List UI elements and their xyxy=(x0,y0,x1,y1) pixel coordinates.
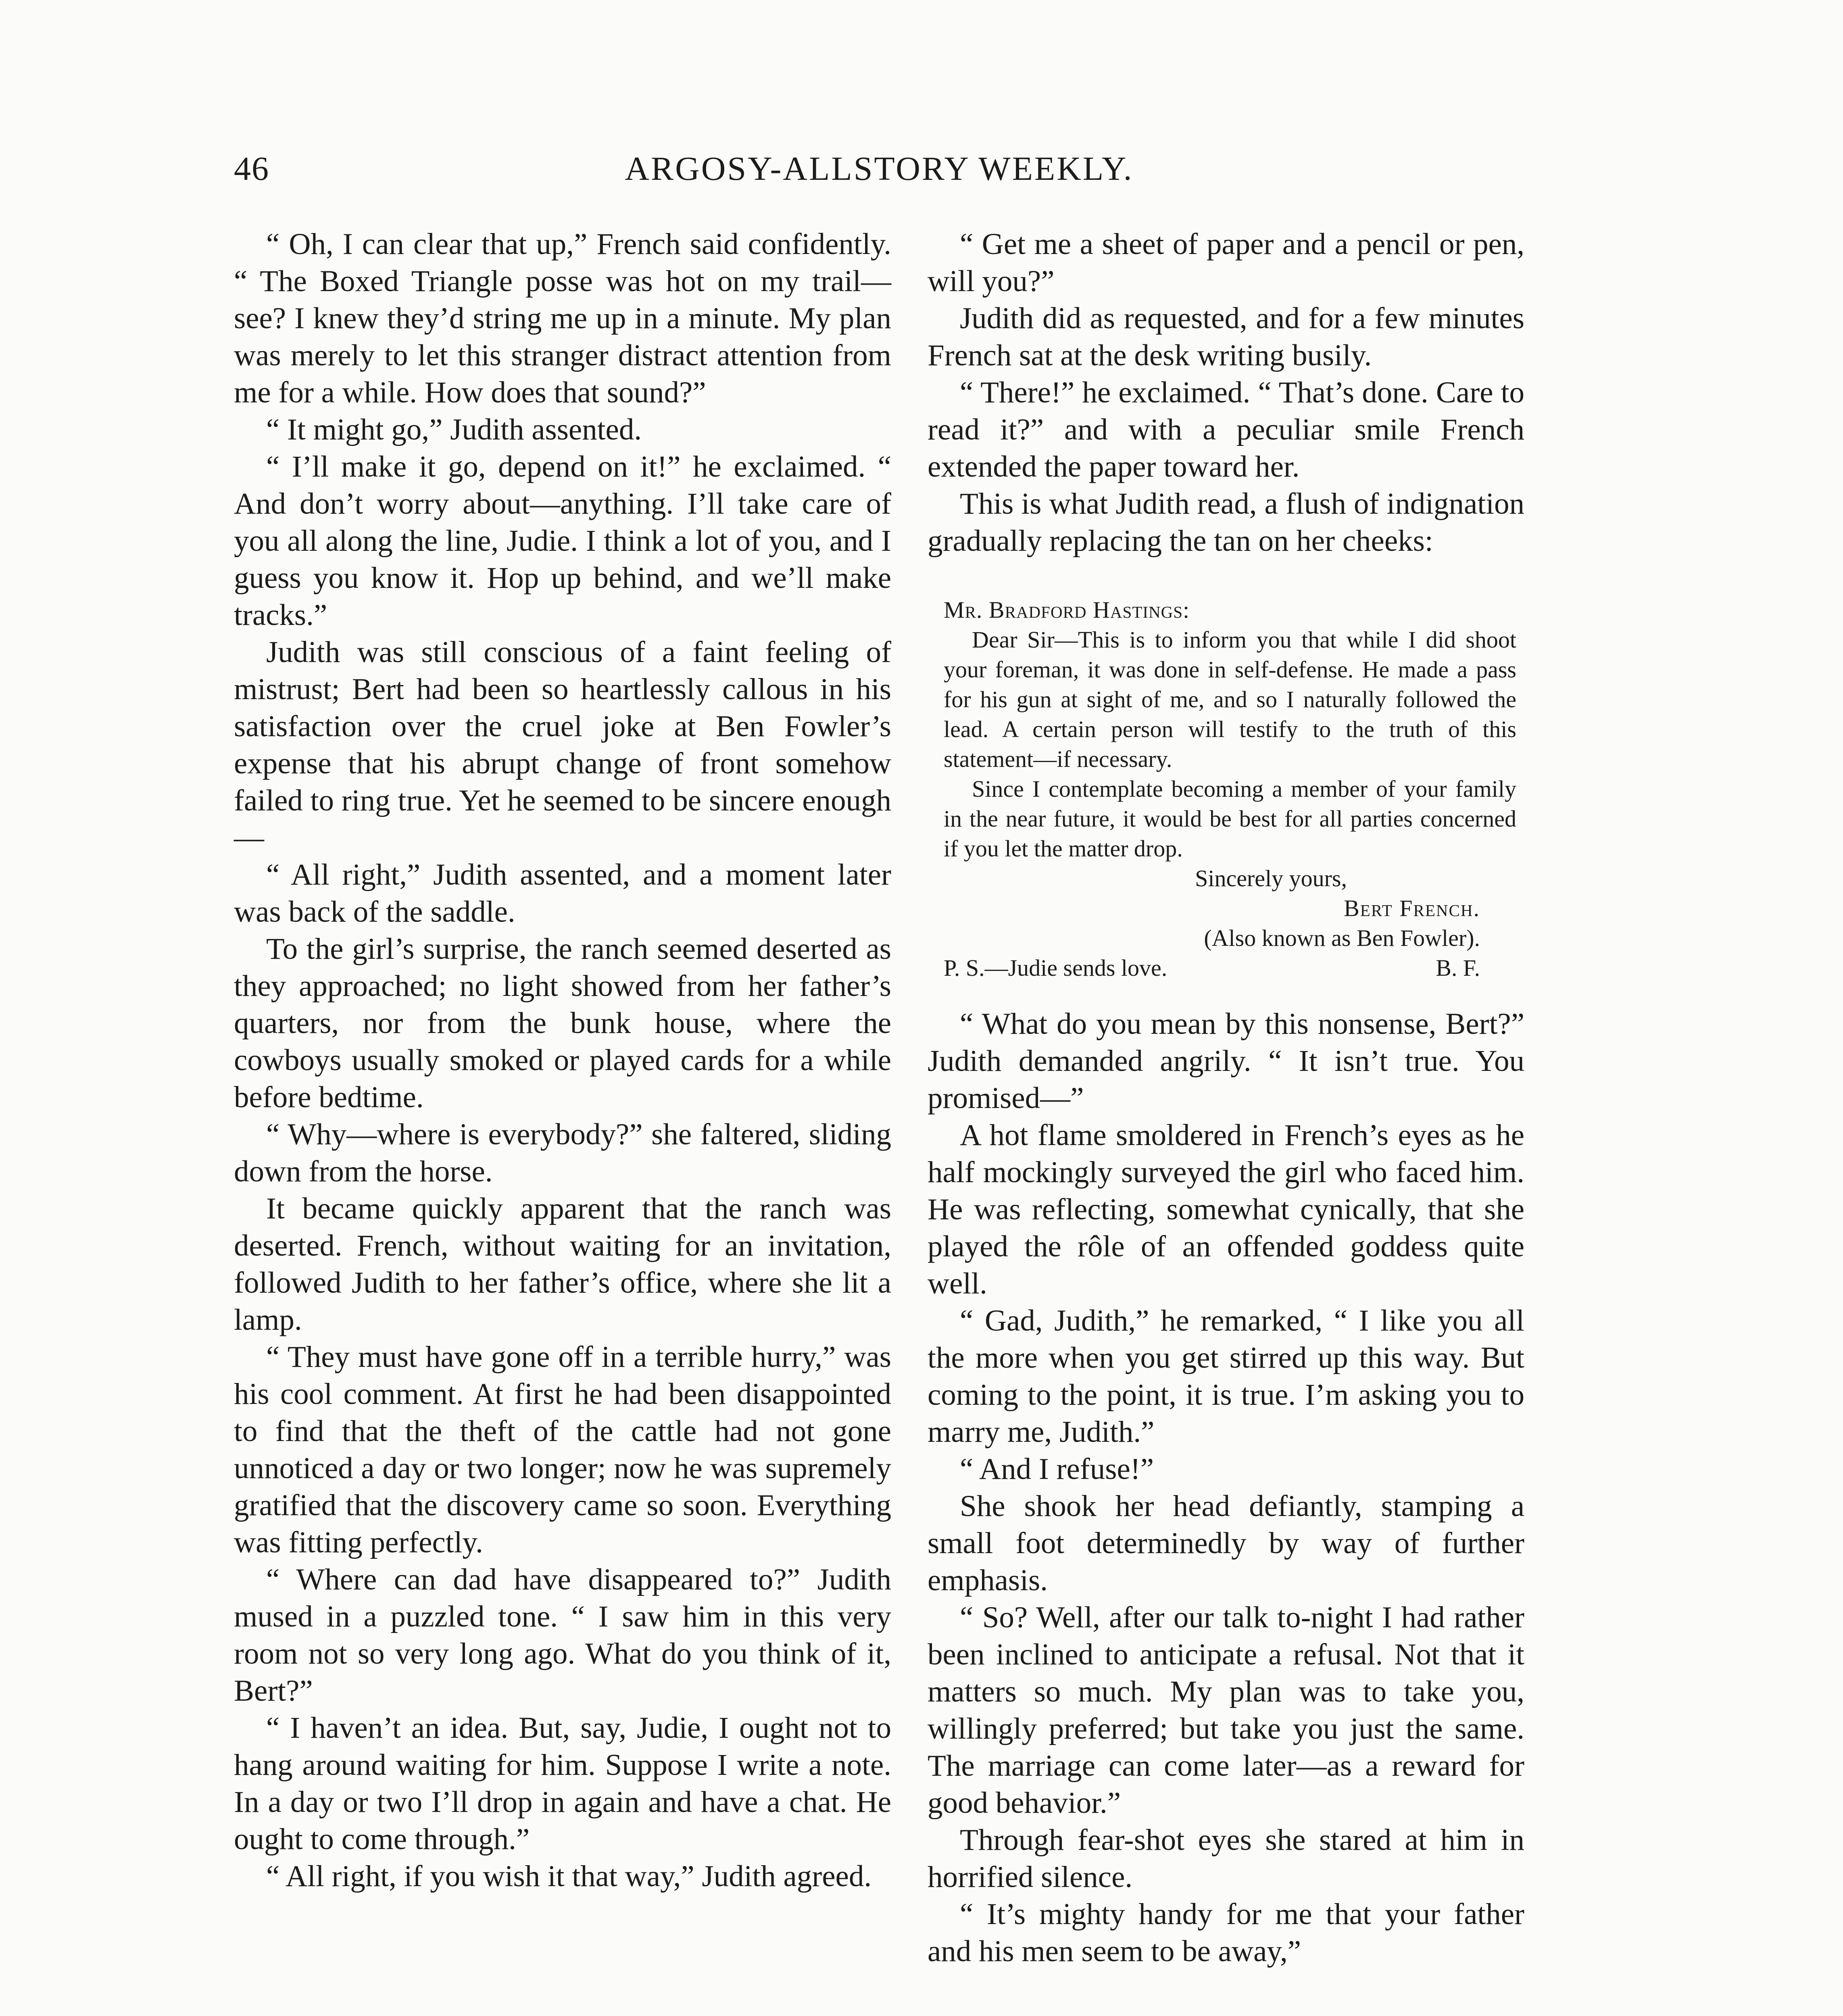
letter-closing: Sincerely yours, xyxy=(1195,865,1347,891)
paragraph: “ Where can dad have disappeared to?” Judith mused in a puzzled tone. “ I saw him in this very room not so very long ago. What do you think of it, Bert?” xyxy=(234,1563,891,1708)
paragraph: It became quickly apparent that the ranch was deserted. French, without waiting for an invitation, followed Judith to her father’s office, where she lit a lamp. xyxy=(234,1192,891,1337)
letter-postscript xyxy=(944,953,1516,983)
letter-signature: Bert French. xyxy=(1344,895,1480,921)
paragraph: “ Get me a sheet of paper and a pencil or pen, will you?” xyxy=(928,227,1524,298)
paragraph: “ Why—where is everybody?” she faltered, sliding down from the horse. xyxy=(234,1118,891,1188)
paragraph: “ There!” he exclaimed. “ That’s done. Care to read it?” and with a peculiar smile French extended the paper toward her. xyxy=(928,376,1524,483)
page-number: 46 xyxy=(234,150,269,187)
quoted-letter xyxy=(944,595,1516,983)
letter-alias: (Also known as Ben Fowler). xyxy=(1204,925,1480,951)
postscript-text: P. S.—Judie sends love. xyxy=(944,955,1168,981)
paragraph: “ They must have gone off in a terrible hurry,” was his cool comment. At first he had been disappointed to find that the theft of the cattle had not gone unnoticed a day or two longer; now he was supremely gratified that the discovery came so soon. Everything was fitting perfectly. xyxy=(234,1340,891,1559)
paragraph: “ What do you mean by this nonsense, Bert?” Judith demanded angrily. “ It isn’t true. You promised—” xyxy=(928,1007,1524,1115)
paragraph: This is what Judith read, a flush of indignation gradually replacing the tan on her cheeks: xyxy=(928,487,1524,558)
paragraph: “ Oh, I can clear that up,” French said confidently. “ The Boxed Triangle posse was hot on my trail—see? I knew they’d string me up in a minute. My plan was merely to let this stranger distract attention from me for a while. How does that sound?” xyxy=(234,227,891,409)
left-column xyxy=(234,226,891,1895)
paragraph: “ Gad, Judith,” he remarked, “ I like you all the more when you get stirred up this way. But coming to the point, it is true. I’m asking you to marry me, Judith.” xyxy=(928,1304,1524,1449)
paragraph: “ I’ll make it go, depend on it!” he exclaimed. “ And don’t worry about—anything. I’ll take care of you all along the line, Judie. I think a lot of you, and I guess you know it. Hop up behind, and we’ll make tracks.” xyxy=(234,450,891,632)
paragraph: Through fear-shot eyes she stared at him in horrified silence. xyxy=(928,1823,1524,1894)
paragraph: “ I haven’t an idea. But, say, Judie, I ought not to hang around waiting for him. Suppose I write a note. In a day or two I’ll drop in again and have a chat. He ought to come through.” xyxy=(234,1711,891,1856)
paragraph: Judith did as requested, and for a few minutes French sat at the desk writing busily. xyxy=(928,302,1524,372)
right-column xyxy=(928,226,1524,1970)
letter-paragraph: Since I contemplate becoming a member of your family in the near future, it would be best for all parties concerned if you let the matter drop. xyxy=(944,776,1516,862)
letter-salutation: Mr. Bradford Hastings: xyxy=(944,597,1190,623)
page-header xyxy=(234,149,1524,202)
postscript-initials: B. F. xyxy=(1436,955,1480,981)
letter-paragraph: Dear Sir—This is to inform you that while I did shoot your foreman, it was done in self-defense. He made a pass for his gun at sight of me, and so I naturally followed the lead. A certain person will testify to the truth of this statement—if necessary. xyxy=(944,627,1516,772)
running-title: ARGOSY-ALLSTORY WEEKLY. xyxy=(625,150,1134,187)
paragraph: To the girl’s surprise, the ranch seemed deserted as they approached; no light showed from her father’s quarters, nor from the bunk house, where the cowboys usually smoked or played cards for a while before bedtime. xyxy=(234,932,891,1114)
paragraph: “ All right, if you wish it that way,” Judith agreed. xyxy=(266,1860,872,1893)
paragraph: Judith was still conscious of a faint feeling of mistrust; Bert had been so heartlessly callous in his satisfaction over the cruel joke at Ben Fowler’s expense that his abrupt change of front somehow failed to ring true. Yet he seemed to be sincere enough— xyxy=(234,635,891,854)
paragraph: “ It’s mighty handy for me that your father and his men seem to be away,” xyxy=(928,1897,1524,1968)
paragraph: She shook her head defiantly, stamping a small foot determinedly by way of further emphasis. xyxy=(928,1489,1524,1597)
paragraph: “ So? Well, after our talk to-night I had rather been inclined to anticipate a refusal. Not that it matters so much. My plan was to take you, willingly preferred; but take you just the same. The marriage can come later—as a reward for good behavior.” xyxy=(928,1601,1524,1820)
paragraph: A hot flame smoldered in French’s eyes as he half mockingly surveyed the girl who faced him. He was reflecting, somewhat cynically, that she played the rôle of an offended goddess quite well. xyxy=(928,1118,1524,1300)
paragraph: “ It might go,” Judith assented. xyxy=(266,413,642,446)
paragraph: “ And I refuse!” xyxy=(960,1452,1154,1486)
paragraph: “ All right,” Judith assented, and a moment later was back of the saddle. xyxy=(234,858,891,929)
